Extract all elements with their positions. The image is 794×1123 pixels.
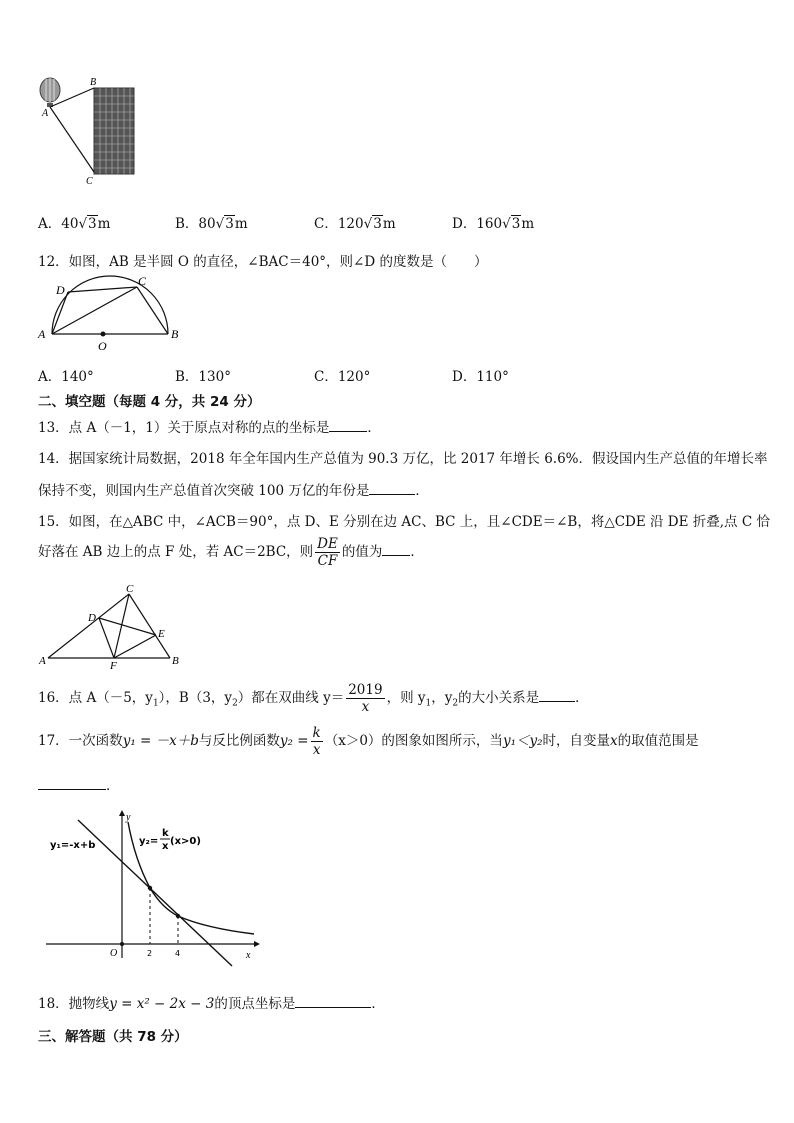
label-O: O <box>98 339 107 353</box>
curve-label-prefix: y₂= <box>139 836 159 847</box>
q15-line1: 15．如图，在△ABC 中，∠ACB＝90°，点 D、E 分别在边 AC、BC 上，且∠CDE＝∠B，将△CDE 沿 DE 折叠,点 C 恰 <box>38 514 770 530</box>
q14-line2: 保持不变，则国内生产总值首次突破 100 万亿的年份是 ． <box>38 483 429 499</box>
label-C: C <box>138 274 147 288</box>
curve-label-k: k <box>162 828 169 839</box>
label-C: C <box>126 583 134 595</box>
q11-option-d[interactable]: D．160√3m <box>452 216 535 232</box>
line-label: y₁=-x+b <box>50 840 96 851</box>
label-A: A <box>39 655 46 667</box>
q17-fraction: $\frac{k}{x}$ <box>312 725 321 758</box>
q17-answer-line: ． <box>38 774 120 794</box>
label-D: D <box>56 283 65 297</box>
section-3-heading: 三、解答题（共 78 分） <box>38 1029 188 1045</box>
q13-answer-blank[interactable] <box>329 430 367 432</box>
q11-option-a[interactable]: A．40√3m <box>38 216 111 232</box>
q12-option-b[interactable]: B．130° <box>175 369 231 385</box>
q12-text: 12．如图，AB 是半圆 O 的直径，∠BAC＝40°，则∠D 的度数是（ ） <box>38 254 488 270</box>
semicircle-figure <box>36 274 179 354</box>
label-B: B <box>90 77 97 88</box>
origin-label: O <box>110 948 118 959</box>
label-A: A <box>38 327 46 341</box>
q14-line1: 14．据国家统计局数据，2018 年全年国内生产总值为 90.3 万亿，比 2017 年增长 6.6%．假设国内生产总值的年增长率 <box>38 451 768 467</box>
axis-x-label: x <box>246 950 251 961</box>
label-E: E <box>158 628 165 640</box>
q15-answer-blank[interactable] <box>382 554 410 556</box>
q16-text: 16．点 A（－5，$y_1$），B（3，$y_2$）都在双曲线 y＝ $\frac{2019}{x}$ ，则 $y_1$，$y_2$的大小关系是 ． <box>38 682 589 715</box>
balloon-building-figure <box>36 74 146 186</box>
tick-label-2: 2 <box>147 949 153 958</box>
section-2-heading: 二、填空题（每题 4 分，共 24 分） <box>38 394 261 410</box>
q16-answer-blank[interactable] <box>539 700 575 702</box>
function-graph <box>40 808 262 966</box>
q15-line2: 好落在 AB 边上的点 F 处，若 AC＝2BC，则 $\frac{DE}{CF}$ 的值为 ． <box>38 536 424 569</box>
q15-fraction: $\frac{DE}{CF}$ <box>317 536 338 569</box>
label-B: B <box>171 327 179 341</box>
label-F: F <box>110 660 117 672</box>
triangle-fold-figure <box>36 584 186 670</box>
q11-option-c[interactable]: C．120√3m <box>314 216 396 232</box>
q18-text: 18．抛物线y = x² − 2x − 3的顶点坐标是 ． <box>38 996 385 1012</box>
q14-answer-blank[interactable] <box>369 493 415 495</box>
q12-option-c[interactable]: C．120° <box>314 369 371 385</box>
q17-answer-blank[interactable] <box>38 788 106 790</box>
q18-answer-blank[interactable] <box>295 1006 371 1008</box>
label-C: C <box>86 176 93 187</box>
curve-label-cond: (x>0) <box>170 836 201 847</box>
q17-text: 17．一次函数y₁ = －x＋b与反比例函数y₂ = $\frac{k}{x}$ （x＞0）的图象如图所示，当y₁＜y₂时，自变量x的取值范围是 <box>38 725 699 758</box>
label-B: B <box>172 655 179 667</box>
q11-option-b[interactable]: B．80√3m <box>175 216 248 232</box>
label-A: A <box>42 108 49 119</box>
curve-label-x: x <box>162 841 169 852</box>
q13-text: 13．点 A（－1，1）关于原点对称的点的坐标是 ． <box>38 420 381 436</box>
axis-y-label: y <box>126 812 131 823</box>
label-D: D <box>88 612 96 624</box>
q12-option-d[interactable]: D．110° <box>452 369 509 385</box>
q16-fraction: $\frac{2019}{x}$ <box>348 682 383 715</box>
tick-label-4: 4 <box>175 949 181 958</box>
q12-option-a[interactable]: A．140° <box>38 369 94 385</box>
